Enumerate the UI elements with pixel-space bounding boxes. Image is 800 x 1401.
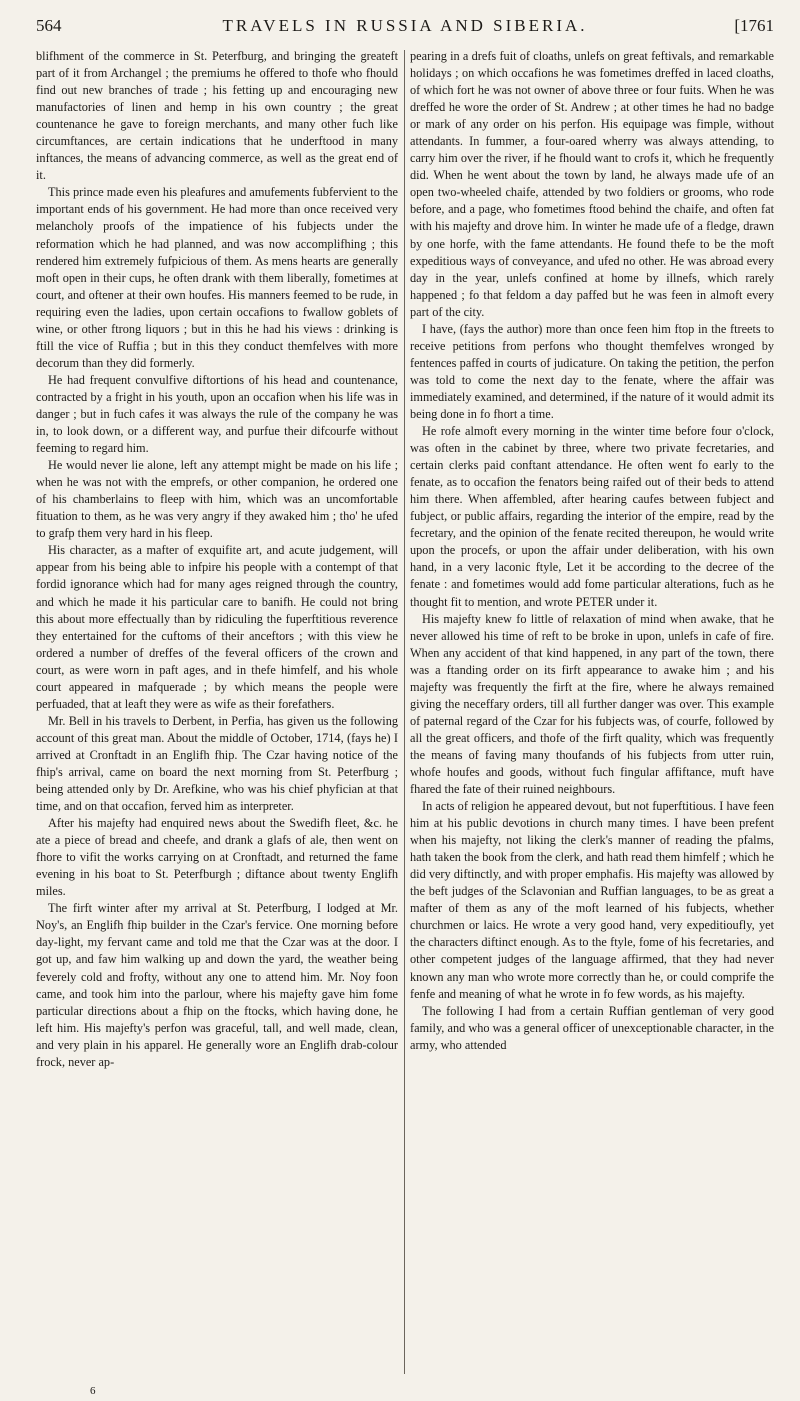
running-header xyxy=(36,14,774,40)
paragraph: His character, as a mafter of exquifite art, and acute judgement, will appear from his being able to infpire his people with a contempt of that fordid ignorance which had for many ages reigned through the country, and which he made it his particular care to banifh. He could not bring this about more effectually than by ridiculing the fuperftitious reverence they entertained for the cuftoms of their anceftors ; with this view he ordered a number of dreffes of the feveral officers of the crown and court, as were worn in paft ages, and in thefe himfelf, and his whole court appeared in mafquerade ; by which means the people were perfuaded, that at leaft they were as wife as their forefathers. xyxy=(36,543,398,711)
paragraph: He had frequent convulfive diftortions of his head and countenance, contracted by a fright in his youth, upon an occafion when his life was in danger ; but in fuch cafes it was always the rule of the company he was in, to look down, or a different way, and purfue their difcourfe without feeming to regard him. xyxy=(36,372,398,456)
paragraph: pearing in a drefs fuit of cloaths, unlefs on great feftivals, and remarkable holidays ; on which occafions he was fometimes dreffed in laced cloaths, of which fort he was not owner of above three or four fuits. When he was dreffed he wore the order of St. Andrew ; at other times he had no badge or mark of any order on his perfon. His equipage was fimple, without attendants. In fummer, a four-oared wherry was always attending, to carry him over the river, if he fhould want to crofs it, which he frequently did. When he went about the town by land, he always made ufe of an open two-wheeled chaife, attended by two foldiers or grooms, who rode before, and a page, who fometimes ftood behind the chaife, and often fat with his majefty and drove him. In winter he made ufe of a fledge, drawn by one horfe, with the fame attendants. He found thefe to be the moft expeditious ways of conveyance, and ufed no other. He was abroad every day in the year, unlefs confined at home by illnefs, which rarely happened ; fo that feldom a day paffed but he was feen in almoft every part of the city. xyxy=(410,49,774,319)
paragraph: His majefty knew fo little of relaxation of mind when awake, that he never allowed his time of reft to be broke in upon, unlefs in cafe of fire. When any accident of that kind happened, in any part of the town, there was a ftanding order on its firft appearance to awake him ; and his majefty was frequently the firft at the fire, where he always remained giving the neceffary orders, till all further danger was over. This example of paternal regard of the Czar for his fubjects was, of courfe, followed by all the great officers, and thofe of the firft quality, which was frequently the means of faving many thoufands of his fubjects from utter ruin, whofe houfes and goods, without fuch fingular affiftance, muft have fhared the fate of their ruined neighbours. xyxy=(410,611,774,797)
running-title: TRAVELS IN RUSSIA AND SIBERIA. xyxy=(222,16,588,35)
paragraph: Mr. Bell in his travels to Derbent, in Perfia, has given us the following account of this great man. About the middle of October, 1714, (fays he) I arrived at Cronftadt in an Englifh fhip. The Czar having notice of the fhip's arrival, came on board the next morning from St. Peterfburg ; being attended only by Dr. Arefkine, who was his chief phyfician at that time, and on that occafion, ferved him as interpreter. xyxy=(36,713,398,814)
paragraph: After his majefty had enquired news about the Swedifh fleet, &c. he ate a piece of bread and cheefe, and drank a glafs of ale, then went on fhore to vifit the works carrying on at Cronftadt, and returned the fame evening in his boat to St. Peterfburgh ; diftance about twenty Englifh miles. xyxy=(36,816,398,899)
paragraph: This prince made even his pleafures and amufements fubfervient to the important ends of his government. He had more than once received very melancholy proofs of the impatience of his fubjects under the reformation which he had planned, and was now accomplifhing ; this rendered him extremely fufpicious of them. As mens hearts are generally moft open in their cups, he often drank with them liberally, fometimes at court, and oftener at their own houfes. His manners feemed to be rude, in requiring even the ladies, upon certain occafions to fwallow goblets of wine, or other ftrong liquors ; but in this he had his views : drinking is ftill the vice of Ruffia ; but in this they conduct themfelves with more decorum than they did formerly. xyxy=(36,185,398,370)
paragraph: In acts of religion he appeared devout, but not fuperftitious. I have feen him at his public devotions in church many times. I have been prefent when his majefty, not liking the clerk's manner of reading the pfalms, hath taken the book from the clerk, and hath read them himfelf ; which he did very diftinctly, and with proper emphafis. His majefty was allowed by the beft judges of the Sclavonian and Ruffian languages, to be as great a mafter of them as any of the moft learned of his fubjects, whether churchmen or laics. He wrote a very good hand, very expeditioufly, yet the characters diftinct enough. As to the ftyle, fome of his fecretaries, and other competent judges of the language affirmed, that they had never known any man who wrote more correctly than he, or could comprife the fenfe and meaning of what he wrote in fo few words, as his majefty. xyxy=(410,799,774,1001)
paragraph: He would never lie alone, left any attempt might be made on his life ; when he was not with the emprefs, or other companion, he ordered one of his chamberlains to fleep with him, which was an uncomfortable fituation to them, as he was very angry if they awaked him ; tho' he ufed to grafp them very hard in his fleep. xyxy=(36,458,398,541)
paragraph: The following I had from a certain Ruffian gentleman of very good family, and who was a general officer of unexceptionable character, in the army, who attended xyxy=(410,1003,774,1052)
signature-mark: 6 xyxy=(90,1385,96,1397)
column-divider xyxy=(404,50,405,1374)
page-number-right: [1761 xyxy=(734,16,774,35)
paragraph: I have, (fays the author) more than once feen him ftop in the ftreets to receive petitions from perfons who thought themfelves wronged by fentences paffed in courts of judicature. On taking the petition, the perfon was told to come the next day to the fenate, where the affair was immediately examined, and determined, if the nature of it would admit its being done in fo fhort a time. xyxy=(410,321,774,421)
left-column xyxy=(36,48,398,1071)
paragraph: He rofe almoft every morning in the winter time before four o'clock, was often in the cabinet by three, where two private fecretaries, and certain clerks paid conftant attendance. He often went fo early to the fenate, as to occafion the fenators being raifed out of their beds to attend him there. When affembled, after hearing caufes between fubject and fubject, or public affairs, regarding the interior of the empire, read by the fecretary, and the opinion of the fenate recited thereupon, he would write upon the procefs, or upon the affair under deliberation, with his own hand, in a very laconic ftyle, Let it be according to the decree of the fenate : and fometimes would add fome particular alterations, fuch as he thought fit to mention, and wrote PETER under it. xyxy=(410,424,774,609)
right-column xyxy=(410,48,774,1054)
page-number-left: 564 xyxy=(36,16,62,35)
paragraph: The firft winter after my arrival at St. Peterfburg, I lodged at Mr. Noy's, an Englifh fhip builder in the Czar's fervice. One morning before day-light, my fervant came and told me that the Czar was at the door. I got up, and faw him walking up and down the yard, the weather being feverely cold and frofty, without any one to attend him. Mr. Noy foon came, and took him into the parlour, where his majefty gave him fome particular directions about a fhip on the ftocks, which having done, he left him. His majefty's perfon was graceful, tall, and well made, clean, and very plain in his apparel. He generally wore an Englifh drab-colour frock, never ap- xyxy=(36,901,398,1069)
paragraph: blifhment of the commerce in St. Peterfburg, and bringing the greateft part of it from Archangel ; the premiums he offered to thofe who fhould find out new branches of trade ; his fetting up and encouraging new manufactories of linen and hemp in his own country ; the great countenance he gave to foreign merchants, and many other fuch like circumftances, are certain indications that he underftood in many inftances, the means of advancing commerce, as well as the great end of it. xyxy=(36,49,398,183)
